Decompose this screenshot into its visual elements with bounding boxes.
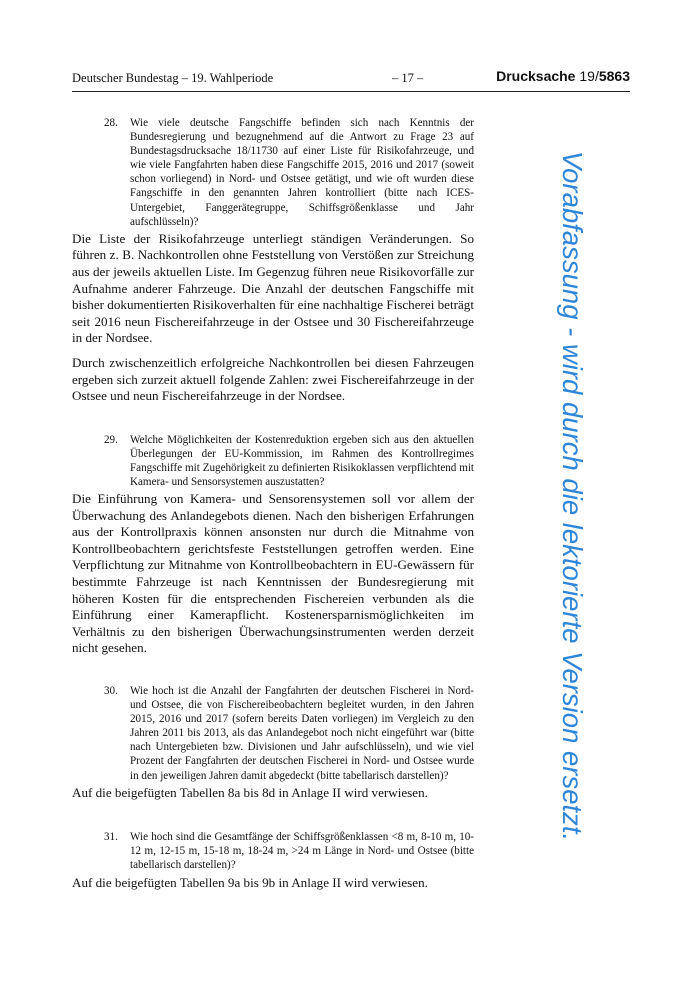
question-number: 29. (104, 433, 118, 446)
document-number-main: 5863 (598, 68, 630, 84)
question-number: 28. (104, 117, 118, 129)
answer-paragraph: Durch zwischenzeitlich erfolgreiche Nachkontrollen bei diesen Fahrzeugen ergeben sich zurzeit aktuell folgende Zahlen: zwei Fischereifahrzeuge in der Ostsee und neun Fischereifahrzeuge in der Nordsee. (72, 354, 474, 404)
question-29 (72, 433, 474, 489)
answer-paragraph: Die Liste der Risikofahrzeuge unterliegt ständigen Veränderungen. So führen z. B. Nachkontrollen ohne Feststellung von Verstößen zur Streichung aus der jeweils aktuellen Liste. Im Gegenzug führen neue Risikovorfälle zur Aufnahme anderer Fahrzeuge. Die Anzahl der deutschen Fangschiffe mit bisher dokumentierten Risikoverhalten für eine nachhaltige Fischerei beträgt seit 2016 neun Fischereifahrzeuge in der Ostsee und 30 Fischereifahrzeuge in der Nordsee. (72, 230, 474, 346)
document-id (496, 68, 630, 84)
answer-paragraph: Die Einführung von Kamera- und Sensorensystemen soll vor allem der Überwachung des Anlandegebots dienen. Nach den bisherigen Erfahrungen aus der Kontrollpraxis können ansonsten nur durch die Mitnahme von Kontrollbeobachtern gerichtsfeste Feststellungen getroffen werden. Eine Verpflichtung zur Mitnahme von Kontrollbeobachtern in EU-Gewässern für bestimmte Fahrzeuge ist nach Kenntnissen der Bundesregierung mit höheren Kosten für die entsprechenden Fischereien verbunden als die Einführung einer Kamerapflicht. Kostenersparnismöglichkeiten im Verhältnis zu den bisherigen Überwachungsinstrumenten werden derzeit nicht gesehen. (72, 491, 474, 656)
answer-paragraph: Auf die beigefügten Tabellen 9a bis 9b in Anlage II wird verwiesen. (72, 874, 428, 890)
draft-watermark: Vorabfassung - wird durch die lektorierte Version ersetzt. (557, 150, 588, 842)
page-header (72, 68, 630, 92)
header-publisher: Deutscher Bundestag – 19. Wahlperiode (72, 71, 274, 85)
question-31 (72, 830, 474, 872)
page-number: – 17 – (392, 71, 424, 85)
document-body (72, 116, 474, 891)
question-text: Wie viele deutsche Fangschiffe befinden sich nach Kenntnis der Bundesregierung und bezugnehmend auf die Antwort zu Frage 23 auf Bundestagsdrucksache 18/11730 auf einer Liste für Risikofahrzeuge, und wie viele Fangfahrten haben diese Fangschiffe 2015, 2016 und 2017 (soweit schon vorliegend) in Nord- und Ostsee getätigt, und wie oft wurden diese Fangschiffe in den genannten Jahren kontrolliert (bitte nach ICES-Untergebiet, Fanggerätegruppe, Schiffsgrößenklasse und Jahr aufschlüsseln)? (130, 117, 474, 228)
answer-paragraph: Auf die beigefügten Tabellen 8a bis 8d in Anlage II wird verwiesen. (72, 784, 428, 800)
question-text: Wie hoch ist die Anzahl der Fangfahrten der deutschen Fischerei in Nord- und Ostsee, die von Fischereibeobachtern begleitet wurden, in den Jahren 2015, 2016 und 2017 (sofern bereits Daten vorliegen) im Vergleich zu den Jahren 2011 bis 2013, als das Anlandegebot noch nicht eingeführt war (bitte nach Untergebieten bzw. Divisionen und Jahr aufschlüsseln), und wie viel Prozent der Fangfahrten der deutschen Fischerei in Nord- und Ostsee wurde in den jeweiligen Jahren damit abgedeckt (bitte tabellarisch darstellen)? (130, 685, 474, 782)
document-number (579, 68, 630, 84)
question-28 (72, 116, 474, 229)
document-number-prefix: 19/ (579, 68, 599, 84)
question-text: Wie hoch sind die Gesamtfänge der Schiffsgrößenklassen <8 m, 8-10 m, 10-12 m, 12-15 m, 15-18 m, 18-24 m, >24 m Länge in Nord- und Ostsee (bitte tabellarisch darstellen)? (130, 831, 474, 872)
question-number: 31. (104, 831, 118, 844)
question-text: Welche Möglichkeiten der Kostenreduktion ergeben sich aus den aktuellen Überlegungen der EU-Kommission, im Rahmen des Kontrollregimes Fangschiffe mit Zugehörigkeit zu definierten Risikoklassen verpflichtend mit Kamera- und Sensorsystemen auszustatten? (130, 433, 474, 488)
question-30 (72, 684, 474, 783)
document-label: Drucksache (496, 68, 576, 84)
question-number: 30. (104, 685, 118, 697)
